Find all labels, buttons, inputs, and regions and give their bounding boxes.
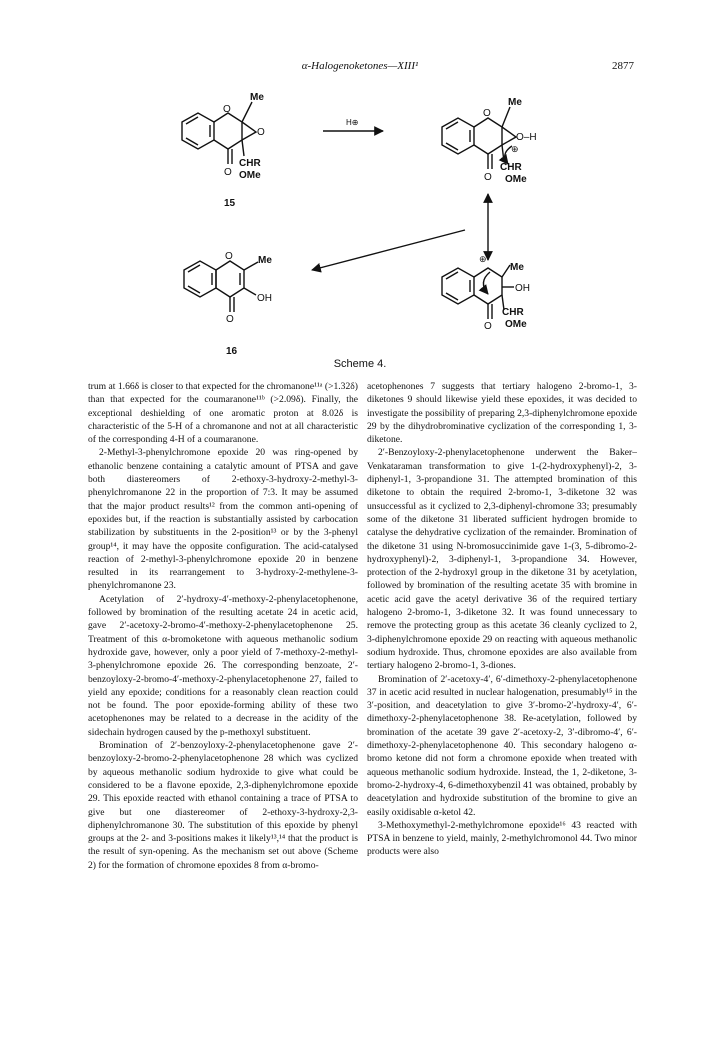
structure-16 (184, 261, 258, 312)
carbonyl-oxygen-label: O (224, 167, 232, 178)
methyl-label: Me (250, 92, 264, 103)
paragraph: Acetylation of 2′-hydroxy-4′-methoxy-2-phenylacetophenone, followed by bromination of the resulting acetate 24 in acetic acid, gave 2′-acetoxy-2-bromo-4′-methoxy-2-phenylacetophenone 25. Treatment of this α-bromoketone with aqueous methanolic sodium hydroxide gave, however, only a poor yield of 7-methoxy-2-methyl-3-phenylchromone epoxide 26. The corresponding benzoate, 2′-benzoyloxy-2-bromo-4′-methoxy-2-phenylacetophenone 27, failed to yield any epoxide; conditions for a reasonably clean reaction could not be found. The poor epoxide-forming ability of these two acetophenones may be related to a decrease in the acidity of the sidechain hydrogen caused by the p-methoxyl substituent. (88, 593, 358, 738)
hydroxyl-label: OH (257, 293, 272, 304)
ome-label: OMe (505, 319, 527, 330)
methyl-label: Me (510, 262, 524, 273)
ome-label: OMe (239, 170, 261, 181)
paragraph: 2′-Benzoyloxy-2-phenylacetophenone underwent the Baker–Venkataraman transformation to give 1-(2-hydroxyphenyl)-2, 3-diphenyl-1, 3-propandione 31. The attempted bromination of this diketone to obtain the required 2-bromo-1, 3-diketone 32 was unsuccessful as it cyclized to 2,3-diphenyl-chromone 33; presumably some of the diketone 31 liberated sufficient hydrogen bromide to catalyse the dehydrative cyclization of the remainder. Bromination of the diketone 31 using N-bromosuccinimide gave 1-(3, 5-dibromo-2-hydroxyphenyl)-2, 3-diphenyl-1, 3-propandione 34. However, protection of the 2-hydroxyl group in the diketone 31 by acetylation, followed by bromination of the resulting acetate 35 with bromine in acetic acid gave the acetyl derivative 36 of the required tertiary halogeno 2-bromo-1, 3-diketone 32. It was found unnecessary to remove the protecting group as this acetate 36 cleanly cyclized to 2, 3-diphenylchromone epoxide 29 on reacting with aqueous methanolic sodium hydroxide. Thus, chromone epoxides are also available from tertiary halogeno 2-bromo-1, 3-diones. (367, 447, 637, 672)
ome-label: OMe (505, 174, 527, 185)
chr-label: CHR (500, 162, 522, 173)
chr-label: CHR (239, 158, 261, 169)
paragraph: Bromination of 2′-acetoxy-4′, 6′-dimethoxy-2-phenylacetophenone 37 in acetic acid resulted in nuclear halogenation, presumably¹⁵ in the 3′-position, and deacetylation to give 3′-bromo-2′-hydroxy-4′, 6′-dimethoxy-2-phenylacetophenone 38. Re-acetylation, followed by bromination of the acetate 39 gave 2′-acetoxy-2, 3′-dibromo-4′, 6′-dimethoxy-2-phenylacetophenone 40. This secondary halogeno α-bromo ketone did not form a chromone epoxide when treated with aqueous methanolic sodium hydroxide. Instead, the 1, 2-diketone, 3-bromo-2-hydroxy-4, 6-dimethoxybenzil 41 was obtained, probably by deacetylation and hydroxide substitution of the bromine to give an easily oxidisable α-ketol 42. (367, 673, 637, 818)
paragraph: acetophenones 7 suggests that tertiary halogeno 2-bromo-1, 3-diketones 9 should likewise yield these epoxides, it was decided to investigate the possibility of preparing 2,3-diphenylchromone epoxide 29 by the dihydrobrominative cyclization of the corresponding 1, 3-diketone. (367, 381, 637, 446)
structure-protonated-epoxide (442, 107, 516, 169)
paragraph: Bromination of 2′-benzoyloxy-2-phenylacetophenone gave 2′-benzoyloxy-2-bromo-2-phenylacetophenone 28 which was cyclized by aqueous methanolic sodium hydroxide to give what could be considered to be a flavone epoxide, 2,3-diphenylchromone epoxide 29. This epoxide reacted with ethanol containing a trace of PTSA to give but one diastereomer of 2-ethoxy-3-hydroxy-2,3-diphenylchromanone 30. The substitution of this epoxide by phenyl groups at the 2- and 3-positions makes it likely¹³,¹⁴ that the product is the result of syn-opening. As the mechanism set out above (Scheme 2) for the formation of chromone epoxides 8 from α-bromo- (88, 740, 358, 871)
left-column (88, 380, 358, 1030)
reaction-arrow-left (312, 230, 465, 270)
carbonyl-oxygen-label: O (484, 321, 492, 332)
ring-oxygen-label: O (225, 251, 233, 262)
compound-15-number: 15 (224, 198, 236, 209)
running-title: α-Halogenoketones—XIII¹ (301, 60, 419, 72)
carbonyl-oxygen-label: O (226, 314, 234, 325)
paragraph: 2-Methyl-3-phenylchromone epoxide 20 was ring-opened by ethanolic benzene containing a catalytic amount of PTSA and gave both diastereomers of 2-ethoxy-3-hydroxy-2-methyl-3-phenylchromanone 22 in the proportion of 7:3. It may be assumed that the major product results¹² from the common anti-opening of epoxides but, if the reaction is substantially assisted by carbocation stabilization by substituents in the 2-position¹³ or by the 3-phenyl group¹⁴, it may have the opposite configuration. The acid-catalysed reaction of 2-methyl-3-phenylchromone epoxide 20 in benzene resulted in its rearrangement to 3-hydroxy-2-methylene-3-phenylchromanone 23. (88, 447, 358, 592)
scheme-drawing (160, 82, 660, 372)
hydroxyl-label: OH (515, 283, 530, 294)
epoxide-oxygen-label: O (257, 127, 265, 138)
positive-charge-label: ⊕ (511, 144, 519, 154)
ring-oxygen-label: O (483, 108, 491, 119)
chr-label: CHR (502, 307, 524, 318)
reaction-scheme (160, 82, 660, 372)
carbonyl-oxygen-label: O (484, 172, 492, 183)
running-header (0, 60, 720, 76)
protonated-oxygen-label: O–H (516, 132, 537, 143)
page-number: 2877 (612, 60, 634, 72)
paragraph: trum at 1.66δ is closer to that expected for the chromanone¹¹ᵃ (>1.32δ) than that expected for the coumaranone¹¹ᵇ (>2.09δ). Finally, the exceptional deshielding of one aromatic proton at 8.02δ is characteristic of the 5-H of a chromanone and not at all characteristic of the corresponding 4-H of a coumaranone. (88, 381, 358, 446)
methyl-label: Me (508, 97, 522, 108)
compound-16-number: 16 (226, 346, 238, 357)
structure-15 (182, 102, 256, 164)
positive-charge-label: ⊕ (479, 254, 487, 264)
methyl-label: Me (258, 255, 272, 266)
acid-catalyst-label: H⊕ (346, 118, 359, 127)
right-column (367, 380, 637, 1030)
ring-oxygen-label: O (223, 104, 231, 115)
scheme-caption: Scheme 4. (333, 358, 387, 370)
paragraph: 3-Methoxymethyl-2-methylchromone epoxide¹⁶ 43 reacted with PTSA in benzene to yield, mainly, 2-methylchromonol 44. Two minor products were also (367, 819, 637, 858)
